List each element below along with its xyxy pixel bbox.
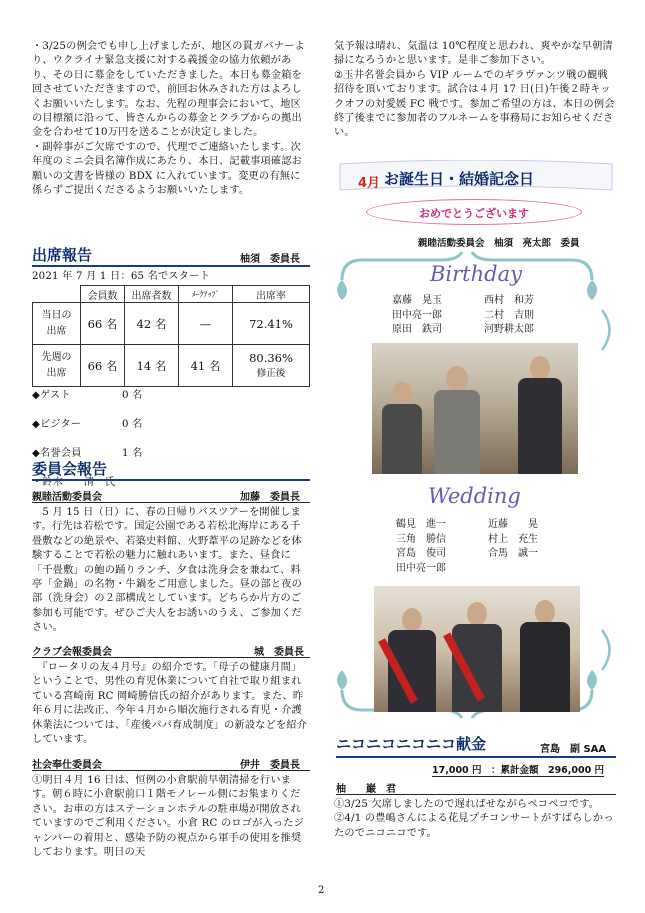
birthday-photo xyxy=(372,343,578,474)
wedding-name: 三角 勝信 xyxy=(396,533,446,545)
wedding-names xyxy=(396,518,586,576)
table-cell-rate xyxy=(233,345,310,387)
nikoniko-donor: 柚 巌 君 xyxy=(336,784,396,795)
table-cell: 72.41% xyxy=(233,303,310,345)
table-header: 会員数 xyxy=(81,286,125,303)
committee-text: 5 月 15 日（日）に、春の日帰りバスツアーを開催します。行先は若松です。国定公園である若松北海岸にある千畳敷などの絶景や、若築史料館、火野葦平の足跡などを体験することで若松の魅力に触れあいます。また、昼食に「千畳敷」の鮑の踊りランチ、夕食は洗身会を兼ねて、料亭「金鍋」の名物・牛鍋をご用意しました。昼の部と夜の部（洗身会）の２部構成としています。どちらか片方のご参加も可能です。ぜひご夫人をお誘いのうえ、ご参加ください。 xyxy=(32,507,303,634)
table-row-label: 当日の 出席 xyxy=(33,303,81,345)
birthday-name: 原田 鉄司 xyxy=(392,324,442,335)
attendance-table xyxy=(32,285,310,387)
birthday-names xyxy=(392,294,582,338)
attendance-start-line: 2021 年 7 月 1 日：65 名でスタート xyxy=(32,271,210,282)
committee-chair: 伊井 委員長 xyxy=(240,760,300,771)
continued-text: 気予報は晴れ、気温は 10℃程度と思われ、爽やかな早朝清掃になろうかと思います。是非ご参加下さい。 ②玉井名誉会員から VIP ルームでのギラヴァンツ戦の観戦招待を頂いております。試合は４月 17 日(日)午後２時キックオフの対愛媛 FC 戦です。参加ご希望の方は、本日の例会終了後までに参加者のフルネームを事務局にお知らせください。 xyxy=(334,41,615,139)
birthday-name: 二村 吉則 xyxy=(484,309,534,321)
committee-rule xyxy=(32,479,310,481)
nikoniko-text: ①3/25 欠席しましたので遅ればせながらペコペコです。 ②4/1 の豊嶋さんによる花見プチコンサートがすばらしかったのでニコニコです。 xyxy=(334,799,614,839)
honorary-name: ・鈴木 清 氏 xyxy=(32,476,116,488)
table-cell: 14 名 xyxy=(125,345,179,387)
attendance-rule xyxy=(32,265,310,267)
table-cell: — xyxy=(179,303,233,345)
nikoniko-title: ニコニコニコニコ献金 xyxy=(336,735,487,753)
birthday-month: 4月 xyxy=(358,176,381,191)
table-header: ﾒｰｸｱｯﾌﾟ xyxy=(179,286,233,303)
nikoniko-donor-rule xyxy=(336,794,616,795)
extra-value: 1 名 xyxy=(122,448,143,460)
birthday-committee-line: 親睦活動委員会 柚須 亮太郎 委員 xyxy=(418,238,580,249)
birthday-name: 田中亮一郎 xyxy=(392,309,442,321)
committee-name: 親睦活動委員会 xyxy=(32,492,102,503)
person-figure xyxy=(382,382,422,474)
birthday-name: 嘉藤 晃玉 xyxy=(392,295,442,306)
nikoniko-amount: 17,000 円 ：累計金額 296,000 円 xyxy=(432,762,604,777)
attendance-extras xyxy=(32,375,192,505)
wedding-name: 宮島 俊司 xyxy=(396,548,446,559)
committee-chair: 加藤 委員長 xyxy=(240,492,300,503)
intro-text: ・3/25の例会でも申し上げましたが、地区の貫ガバナーより、ウクライナ緊急支援に対する義援金の協力依頼があり、その日に募金をしていただきました。本日も募金箱を回させていただきますので、前回お休みされた方はよろしくお願いいたします。なお、先程の理事会において、地区の目標額に沿って、皆さんからの募金とクラブからの拠出金を合わせて10万円を送ることが決定しました。 ・副幹事がご欠席ですので、代理でご連絡いたします。次年度のミニ会員名簿作成にあたり、本日、記載事項確認お願いの文書を皆様の BDX に入れています。変更の有無に係らずご提出くださるようお願いいたします。 xyxy=(32,41,305,197)
nikoniko-rule xyxy=(336,756,616,758)
birthday-label: Birthday xyxy=(430,262,522,286)
committee-title: 委員会報告 xyxy=(32,460,108,478)
table-cell: 66 名 xyxy=(81,345,125,387)
committee-chair: 城 委員長 xyxy=(254,647,304,658)
extra-value: 0 名 xyxy=(122,390,143,402)
table-cell: 66 名 xyxy=(81,303,125,345)
person-figure xyxy=(518,356,562,474)
table-header: 出席者数 xyxy=(125,286,179,303)
person-figure xyxy=(388,608,436,712)
congrats-text: おめでとうございます xyxy=(419,207,529,220)
committee-name: クラブ会報委員会 xyxy=(32,647,112,658)
person-figure xyxy=(520,600,570,712)
table-header-blank xyxy=(33,286,81,303)
person-figure xyxy=(434,366,480,474)
attendance-chair: 柚須 委員長 xyxy=(240,254,300,265)
committee-item-rule xyxy=(32,502,310,503)
committee-item-rule xyxy=(32,770,310,771)
committee-text: 『ロータリの友４月号』の紹介です。「母子の健康月間」ということで、男性の育児休業について自社で取り組まれている宮崎南 RC 岡崎勝信氏の紹介があります。また、昨年６月に法改正、今年４月から順次施行される育児・介護休業法については、「産後パパ育成制度」の新設などを紹介しています。 xyxy=(32,662,308,746)
nikoniko-chair: 宮島 副 SAA xyxy=(540,744,607,755)
extra-label: ◆名誉会員 xyxy=(32,448,82,460)
extra-value: 0 名 xyxy=(122,419,143,431)
table-header: 出席率 xyxy=(233,286,310,303)
birthday-title: お誕生日・結婚記念日 xyxy=(384,170,535,188)
person-figure xyxy=(452,602,502,712)
birthday-name: 西村 和芳 xyxy=(484,295,534,306)
wedding-name: 村上 充生 xyxy=(488,533,538,545)
table-row-label: 先週の 出席 xyxy=(33,345,81,387)
table-cell: 41 名 xyxy=(179,345,233,387)
rate-value: 80.36% xyxy=(249,350,293,365)
wedding-name: 近藤 晃 xyxy=(488,519,538,530)
committee-item-rule xyxy=(32,657,310,658)
wedding-label: Wedding xyxy=(428,484,521,508)
wedding-name: 合馬 誠一 xyxy=(488,548,538,559)
wedding-photo xyxy=(374,586,580,712)
committee-text: ①明日４月 16 日は、恒例の小倉駅前早朝清掃を行います。朝６時に小倉駅前口１階モノレール側にお集まりください。お車の方はステーションホテルの駐車場が開放されていますのでご利用ください。小倉 RC のロゴが入ったジャンパーの着用と、感染予防の視点から軍手の使用を推奨しております。明日の天 xyxy=(32,775,305,859)
extra-label: ◆ビジター xyxy=(32,419,82,431)
page-number: 2 xyxy=(318,885,325,896)
birthday-name: 河野耕太郎 xyxy=(484,324,534,335)
wedding-name: 田中亮一郎 xyxy=(396,562,446,574)
rate-note: 修正後 xyxy=(256,367,286,379)
attendance-title: 出席報告 xyxy=(32,246,93,264)
wedding-name: 鶴見 進一 xyxy=(396,519,446,530)
table-cell: 42 名 xyxy=(125,303,179,345)
committee-name: 社会奉仕委員会 xyxy=(32,760,102,771)
extra-label: ◆ゲスト xyxy=(32,390,71,402)
